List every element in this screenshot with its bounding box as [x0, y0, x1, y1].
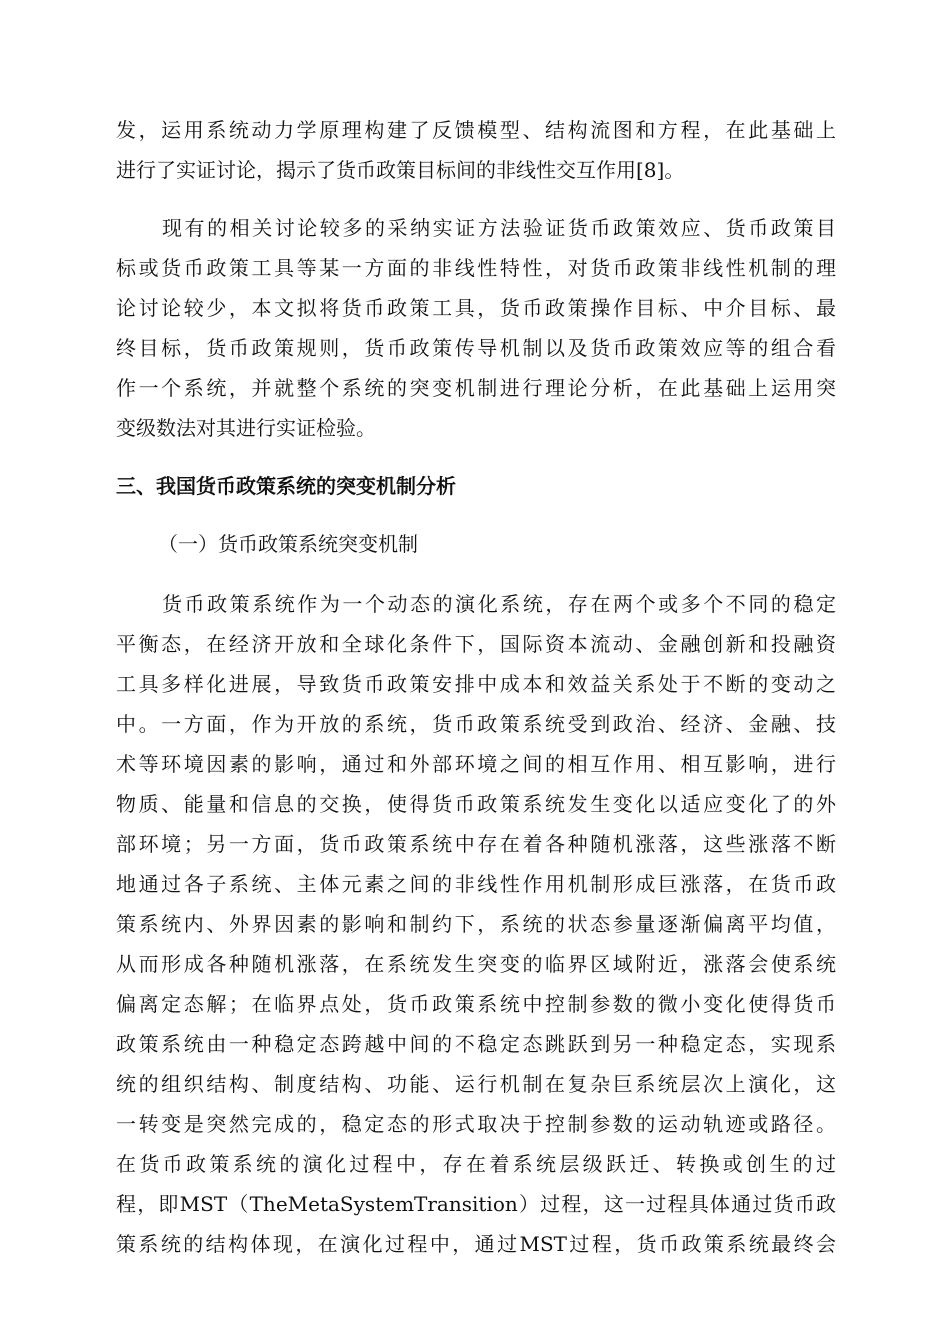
body-text-line: 中。一方面，作为开放的系统，货币政策系统受到政治、经济、金融、技	[116, 712, 836, 736]
subsection-heading: （一）货币政策系统突变机制	[158, 532, 418, 556]
body-text-line: 程，即MST（TheMetaSystemTransition）过程，这一过程具体通过货币政	[116, 1192, 836, 1216]
body-text-line: 统的组织结构、制度结构、功能、运行机制在复杂巨系统层次上演化，这	[116, 1072, 836, 1096]
body-text-line: 变级数法对其进行实证检验。	[116, 416, 376, 440]
body-text-line: 平衡态，在经济开放和全球化条件下，国际资本流动、金融创新和投融资	[116, 632, 836, 656]
body-text-line: 现有的相关讨论较多的采纳实证方法验证货币政策效应、货币政策目	[162, 216, 836, 240]
body-text-line: 标或货币政策工具等某一方面的非线性特性，对货币政策非线性机制的理	[116, 256, 836, 280]
body-text-line: 进行了实证讨论，揭示了货币政策目标间的非线性交互作用[8]。	[116, 158, 685, 182]
body-text-line: 在货币政策系统的演化过程中，存在着系统层级跃迁、转换或创生的过	[116, 1152, 836, 1176]
body-text-line: 策系统内、外界因素的影响和制约下，系统的状态参量逐渐偏离平均值，	[116, 912, 836, 936]
body-text-line: 政策系统由一种稳定态跨越中间的不稳定态跳跃到另一种稳定态，实现系	[116, 1032, 836, 1056]
body-text-line: 作一个系统，并就整个系统的突变机制进行理论分析，在此基础上运用突	[116, 376, 836, 400]
body-text-line: 偏离定态解；在临界点处，货币政策系统中控制参数的微小变化使得货币	[116, 992, 836, 1016]
body-text-line: 发，运用系统动力学原理构建了反馈模型、结构流图和方程，在此基础上	[116, 118, 836, 142]
body-text-line: 术等环境因素的影响，通过和外部环境之间的相互作用、相互影响，进行	[116, 752, 836, 776]
body-text-line: 物质、能量和信息的交换，使得货币政策系统发生变化以适应变化了的外	[116, 792, 836, 816]
section-heading: 三、我国货币政策系统的突变机制分析	[116, 474, 456, 498]
body-text-line: 货币政策系统作为一个动态的演化系统，存在两个或多个不同的稳定	[162, 592, 836, 616]
body-text-line: 部环境；另一方面，货币政策系统中存在着各种随机涨落，这些涨落不断	[116, 832, 836, 856]
body-text-line: 策系统的结构体现，在演化过程中，通过MST过程，货币政策系统最终会	[116, 1232, 836, 1256]
body-text-line: 一转变是突然完成的，稳定态的形式取决于控制参数的运动轨迹或路径。	[116, 1112, 836, 1136]
body-text-line: 工具多样化进展，导致货币政策安排中成本和效益关系处于不断的变动之	[116, 672, 836, 696]
body-text-line: 从而形成各种随机涨落，在系统发生突变的临界区域附近，涨落会使系统	[116, 952, 836, 976]
body-text-line: 论讨论较少，本文拟将货币政策工具，货币政策操作目标、中介目标、最	[116, 296, 836, 320]
body-text-line: 地通过各子系统、主体元素之间的非线性作用机制形成巨涨落，在货币政	[116, 872, 836, 896]
body-text-line: 终目标，货币政策规则，货币政策传导机制以及货币政策效应等的组合看	[116, 336, 836, 360]
